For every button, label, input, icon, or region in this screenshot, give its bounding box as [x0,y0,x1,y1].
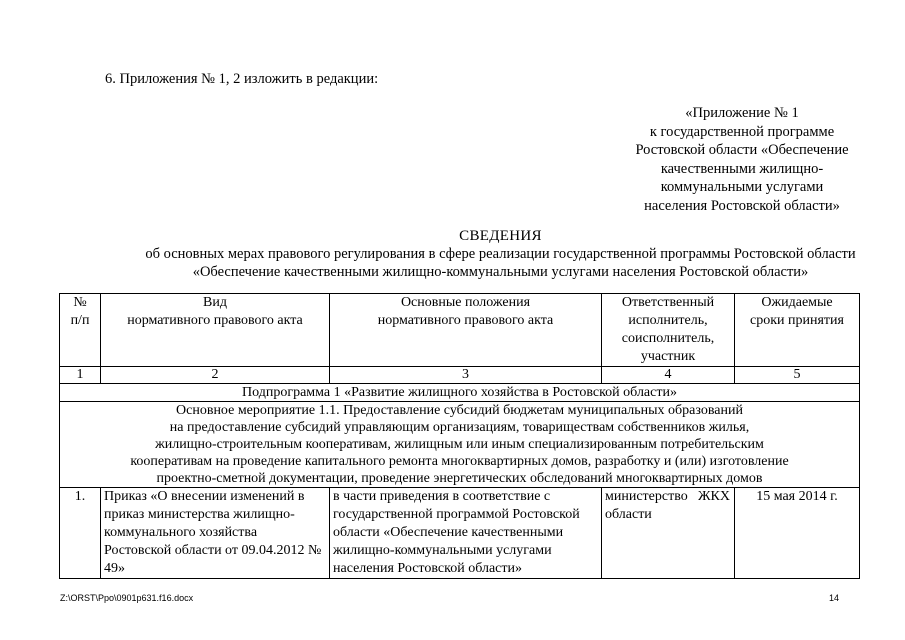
header-text: соисполнитель, [621,331,715,346]
row-provisions: в части приведения в соответствие с государственной программой Ростовской области «Обеспечение качественными жилищно-коммунальными услугами населения Ростовской области» [330,488,602,579]
header-text: Ответственный [621,295,715,310]
header-cell-deadline [735,294,860,367]
header-text: п/п [70,313,90,328]
column-number: 2 [101,367,330,384]
document-title: СВЕДЕНИЯ [459,228,542,244]
document-subtitle-line: «Обеспечение качественными жилищно-коммунальными услугами населения Ростовской области» [192,264,809,280]
column-number: 3 [330,367,602,384]
main-activity-line: кооперативам на проведение капитального ремонта многоквартирных домов, разработку и (или) изготовление [130,454,789,469]
appendix-line: качественными жилищно- [660,160,824,177]
main-activity-row [60,402,860,488]
header-text: Вид [203,295,227,310]
header-cell-number [60,294,101,367]
appendix-line: Ростовской области «Обеспечение [635,142,849,158]
appendix-line: к государственной программе [649,123,835,140]
measures-table [59,293,860,579]
table-row [60,488,860,579]
row-deadline: 15 мая 2014 г. [735,488,860,579]
header-cell-provisions [330,294,602,367]
row-number: 1. [60,488,101,579]
page-number: 14 [829,593,840,603]
header-text: исполнитель, [628,313,708,328]
appendix-caption [600,104,884,215]
intro-text: 6. Приложения № 1, 2 изложить в редакции: [105,71,379,87]
appendix-line: населения Ростовской области» [644,197,840,214]
column-number: 1 [60,367,101,384]
main-activity-cell [60,402,860,488]
main-activity-line: Основное мероприятие 1.1. Предоставление субсидий бюджетам муниципальных образований [176,403,743,418]
table-header-row [60,294,860,367]
header-cell-responsible [602,294,735,367]
header-text: нормативного правового акта [127,313,303,328]
header-text: нормативного правового акта [377,313,554,328]
column-number: 5 [735,367,860,384]
main-activity-line: на предоставление субсидий управляющим организациям, товариществам собственников жилья, [169,420,750,435]
footer-file-path: Z:\ORST\Ppo\0901p631.f16.docx [60,593,194,603]
header-text: сроки принятия [750,313,844,328]
header-text: Основные положения [400,295,531,310]
document-heading [60,227,905,281]
header-text: № [73,295,87,310]
header-text: Ожидаемые [761,295,833,310]
column-number: 4 [602,367,735,384]
main-activity-line: жилищно-строительным кооперативам, жилищным или иным специализированным потребительским [155,437,764,452]
header-text: участник [640,349,696,364]
subprogram-row [60,384,860,402]
column-number-row [60,367,860,384]
row-responsible: министерство ЖКХ области [602,488,735,579]
main-activity-line: проектно-сметной документации, проведение энергетических обследований многоквартирных домов [156,471,763,486]
document-subtitle-line: об основных мерах правового регулирования в сфере реализации государственной программы Ростовской области [145,246,856,262]
subprogram-title: Подпрограмма 1 «Развитие жилищного хозяйства в Ростовской области» [60,384,860,402]
appendix-line: «Приложение № 1 [685,105,799,121]
appendix-line: коммунальными услугами [660,179,824,195]
row-act-type: Приказ «О внесении изменений в приказ министерства жилищно-коммунального хозяйства Ростовской области от 09.04.2012 № 49» [101,488,330,579]
header-cell-act-type [101,294,330,367]
